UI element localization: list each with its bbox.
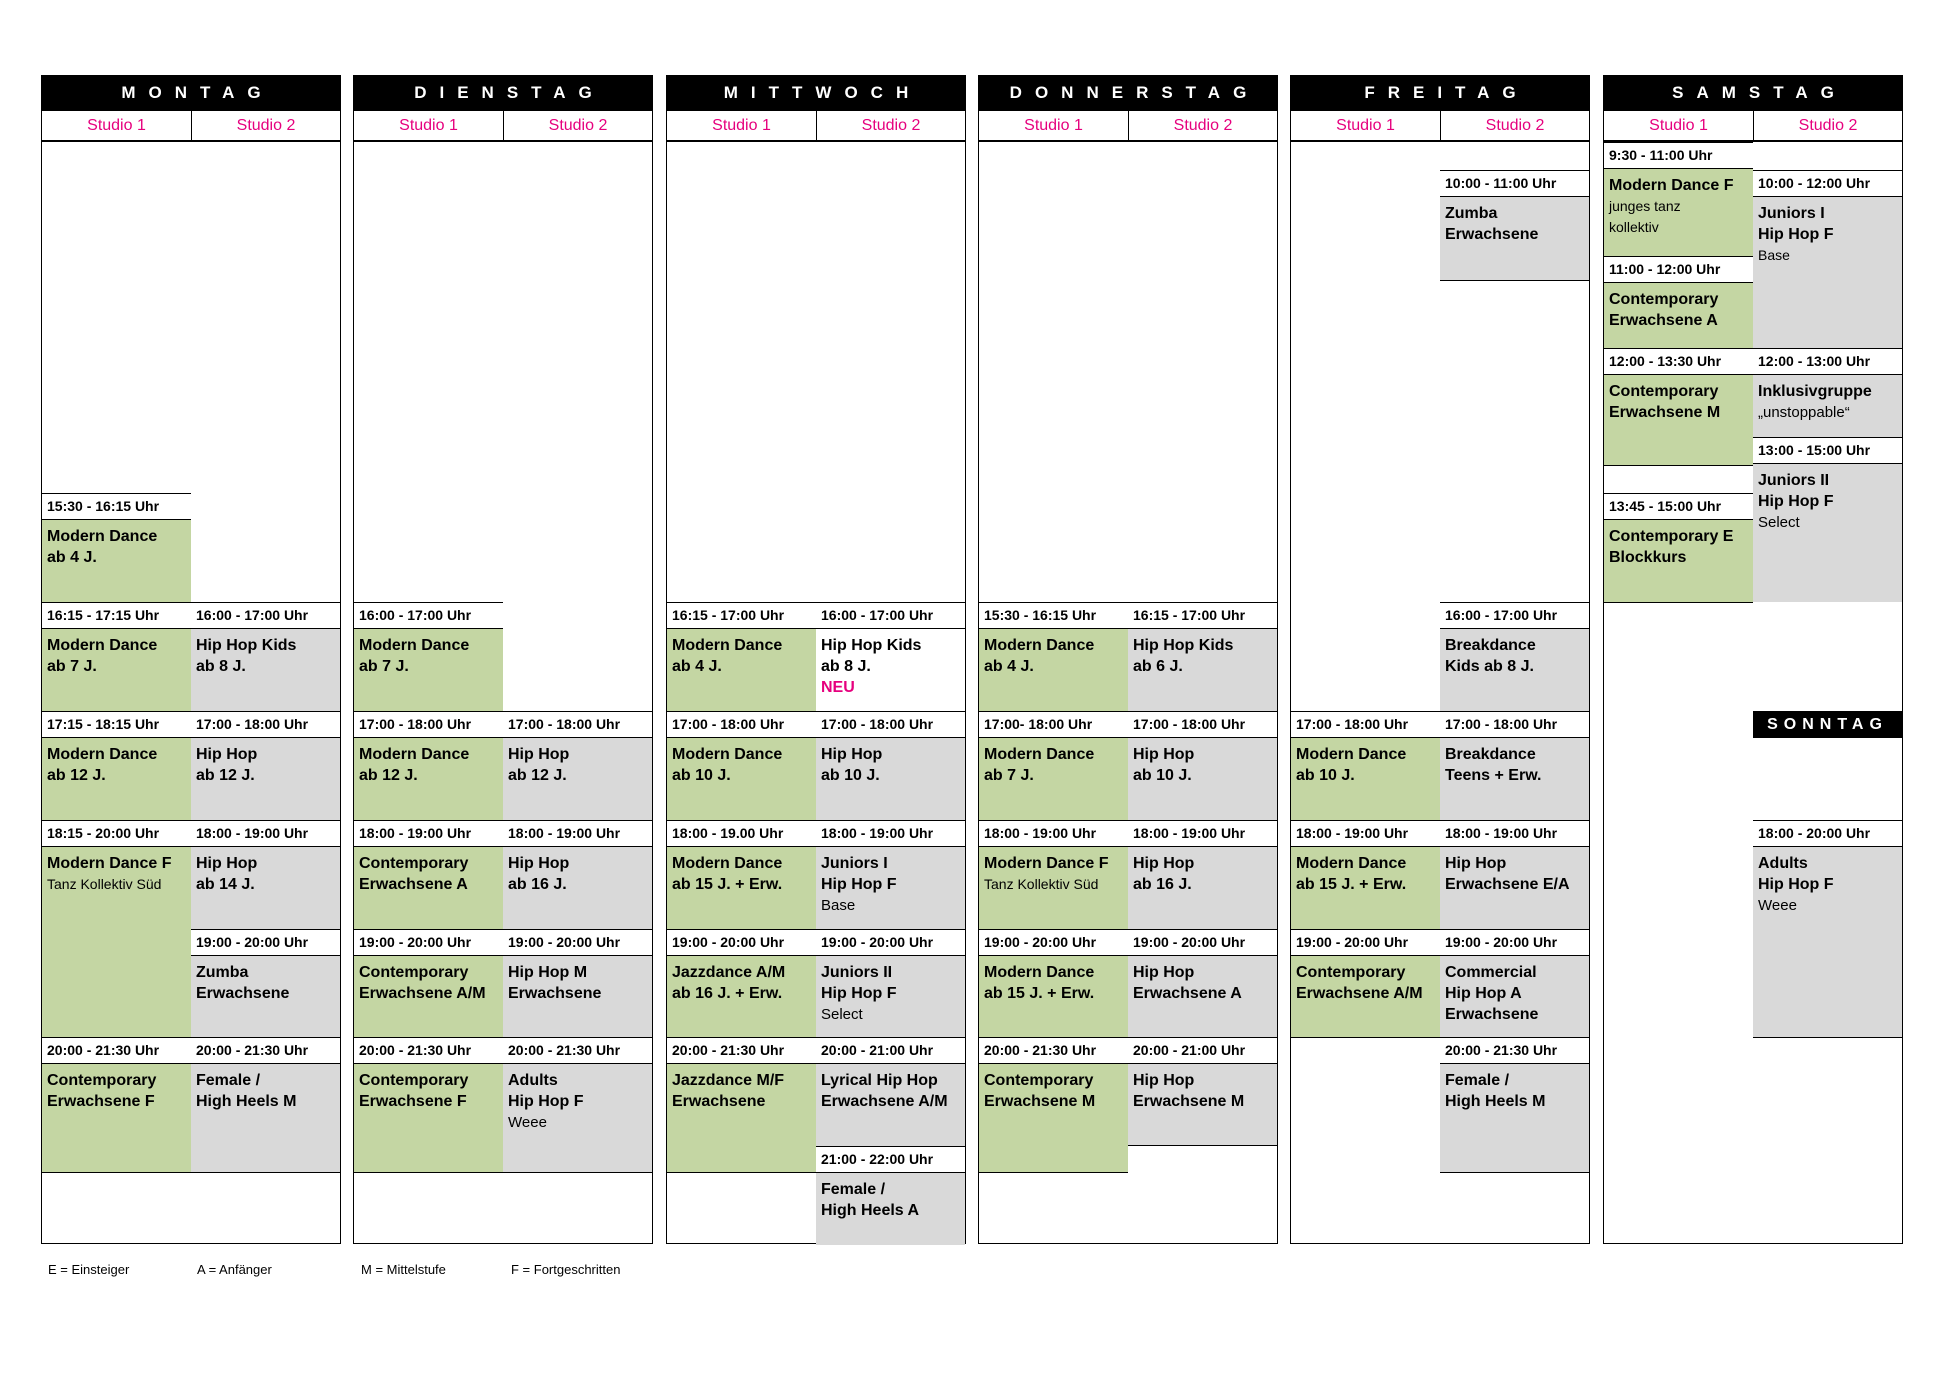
- class-entry[interactable]: [816, 956, 965, 1025]
- class-entry[interactable]: [354, 956, 503, 1004]
- class-title: ab 15 J. + Erw.: [984, 985, 1095, 1002]
- class-title: Erwachsene M: [1609, 404, 1721, 421]
- class-entry[interactable]: [1128, 629, 1277, 677]
- time-slot: 20:00 - 21:00 Uhr: [1128, 1037, 1277, 1064]
- class-title: ab 12 J.: [47, 767, 106, 784]
- class-title: ab 16 J. + Erw.: [672, 985, 783, 1002]
- class-title: Female /: [196, 1072, 261, 1089]
- class-title: Modern Dance: [1296, 746, 1407, 763]
- class-title: Hip Hop: [196, 855, 258, 872]
- class-subtitle: Tanz Kollektiv Süd: [47, 876, 162, 892]
- time-slot: 20:00 - 21:00 Uhr: [816, 1037, 965, 1064]
- day-thu: [978, 75, 1278, 1244]
- time-slot: 17:00 - 18:00 Uhr: [1128, 711, 1277, 738]
- time-slot: 19:00 - 20:00 Uhr: [979, 929, 1128, 956]
- studio-header: Studio 2: [503, 111, 653, 141]
- class-entry[interactable]: [503, 847, 652, 895]
- day-header: SAMSTAG: [1603, 75, 1903, 111]
- class-entry[interactable]: [1128, 738, 1277, 786]
- class-entry[interactable]: [191, 738, 340, 786]
- class-title: ab 8 J.: [196, 658, 246, 675]
- time-slot: 20:00 - 21:30 Uhr: [503, 1037, 652, 1064]
- class-title: Juniors I: [821, 855, 888, 872]
- time-slot: 17:00 - 18:00 Uhr: [354, 711, 503, 738]
- time-slot: 20:00 - 21:30 Uhr: [354, 1037, 503, 1064]
- class-entry[interactable]: [1440, 629, 1589, 677]
- class-title: Breakdance: [1445, 746, 1536, 763]
- day-tue: [353, 75, 653, 1244]
- class-entry[interactable]: [979, 956, 1128, 1004]
- class-title: Modern Dance: [672, 855, 783, 872]
- time-slot: 19:00 - 20:00 Uhr: [1128, 929, 1277, 956]
- day-header: FREITAG: [1290, 75, 1590, 111]
- class-title: Erwachsene: [508, 985, 602, 1002]
- studio-column: [191, 141, 341, 1244]
- class-title: Modern Dance F: [1609, 177, 1734, 194]
- class-title: Modern Dance: [672, 746, 783, 763]
- class-subtitle: Weee: [1758, 897, 1797, 914]
- class-title: Hip Hop Kids: [196, 637, 297, 654]
- class-entry[interactable]: [1753, 197, 1902, 266]
- class-title: Contemporary: [359, 964, 469, 981]
- time-slot: 11:00 - 12:00 Uhr: [1604, 256, 1753, 283]
- class-title: Hip Hop F: [1758, 876, 1834, 893]
- class-title: Erwachsene A/M: [1296, 985, 1423, 1002]
- class-subtitle: Select: [1758, 514, 1800, 531]
- class-entry[interactable]: [503, 1064, 652, 1133]
- time-slot: 18:15 - 20:00 Uhr: [42, 820, 191, 847]
- class-title: Hip Hop F: [1758, 493, 1834, 510]
- class-title: ab 14 J.: [196, 876, 255, 893]
- class-title: Contemporary E: [1609, 528, 1734, 545]
- class-entry[interactable]: [1128, 1064, 1277, 1112]
- class-title: Erwachsene A: [1133, 985, 1242, 1002]
- class-title: Modern Dance: [359, 637, 470, 654]
- class-title: Erwachsene A: [1609, 312, 1718, 329]
- class-title: Juniors II: [1758, 472, 1830, 489]
- class-title: ab 10 J.: [1133, 767, 1192, 784]
- studio-header: Studio 2: [191, 111, 341, 141]
- class-title: Hip Hop: [508, 746, 570, 763]
- class-title: Contemporary: [359, 855, 469, 872]
- class-title: Contemporary: [47, 1072, 157, 1089]
- class-title: High Heels A: [821, 1202, 920, 1219]
- class-title: ab 12 J.: [196, 767, 255, 784]
- studio-header: Studio 2: [1753, 111, 1903, 141]
- time-slot: 18:00 - 19:00 Uhr: [1128, 820, 1277, 847]
- class-entry[interactable]: [816, 847, 965, 916]
- class-subtitle: „unstoppable“: [1758, 404, 1850, 421]
- time-slot: 17:00 - 18:00 Uhr: [667, 711, 816, 738]
- class-subtitle: Select: [821, 1006, 863, 1023]
- studio-column: [666, 141, 817, 1244]
- time-slot: 16:00 - 17:00 Uhr: [816, 602, 965, 629]
- time-slot: 13:00 - 15:00 Uhr: [1753, 437, 1902, 464]
- class-title: Hip Hop: [821, 746, 883, 763]
- studio-column: [353, 141, 504, 1244]
- time-slot: 18:00 - 19:00 Uhr: [503, 820, 652, 847]
- class-entry[interactable]: [42, 847, 191, 895]
- class-title: ab 16 J.: [1133, 876, 1192, 893]
- class-subtitle: Base: [821, 897, 856, 914]
- class-title: Kids ab 8 J.: [1445, 658, 1534, 675]
- class-title: ab 10 J.: [1296, 767, 1355, 784]
- class-entry[interactable]: [816, 629, 965, 698]
- studio-header: Studio 2: [1128, 111, 1278, 141]
- time-slot: 17:00- 18:00 Uhr: [979, 711, 1128, 738]
- class-title: High Heels M: [196, 1093, 297, 1110]
- studio-header: Studio 2: [1440, 111, 1590, 141]
- class-title: Modern Dance: [984, 746, 1095, 763]
- studio-column: [816, 141, 966, 1244]
- divider: [1753, 1037, 1902, 1038]
- class-title: Modern Dance: [984, 964, 1095, 981]
- time-slot: 16:00 - 17:00 Uhr: [1440, 602, 1589, 629]
- day-header: MONTAG: [41, 75, 341, 111]
- time-slot: 16:15 - 17:00 Uhr: [667, 602, 816, 629]
- divider: [42, 1172, 191, 1173]
- class-entry[interactable]: [1440, 1064, 1589, 1112]
- class-title: ab 7 J.: [47, 658, 97, 675]
- class-title: ab 4 J.: [47, 549, 97, 566]
- class-title: Lyrical Hip Hop: [821, 1072, 938, 1089]
- divider: [1604, 465, 1753, 466]
- studio-header: Studio 1: [666, 111, 817, 141]
- class-entry[interactable]: [1604, 520, 1753, 568]
- class-title: ab 15 J. + Erw.: [672, 876, 783, 893]
- time-slot: 17:00 - 18:00 Uhr: [1291, 711, 1440, 738]
- class-title: ab 6 J.: [1133, 658, 1183, 675]
- class-title: Erwachsene F: [359, 1093, 467, 1110]
- time-slot: 15:30 - 16:15 Uhr: [42, 493, 191, 520]
- class-title: ab 4 J.: [672, 658, 722, 675]
- class-entry[interactable]: [191, 1064, 340, 1112]
- day-header: MITTWOCH: [666, 75, 966, 111]
- class-title: Modern Dance: [1296, 855, 1407, 872]
- class-entry[interactable]: [42, 738, 191, 786]
- studio-column: [1603, 141, 1754, 1244]
- time-slot: 13:45 - 15:00 Uhr: [1604, 493, 1753, 520]
- class-title: Erwachsene: [672, 1093, 766, 1110]
- class-title: Hip Hop A: [1445, 985, 1522, 1002]
- class-entry[interactable]: [1440, 197, 1589, 245]
- time-slot: 10:00 - 12:00 Uhr: [1753, 170, 1902, 197]
- class-title: Female /: [821, 1181, 886, 1198]
- time-slot: 19:00 - 20:00 Uhr: [354, 929, 503, 956]
- divider: [1291, 1037, 1440, 1038]
- time-slot: 9:30 - 11:00 Uhr: [1604, 142, 1753, 169]
- day-wed: [666, 75, 966, 1244]
- time-slot: 18:00 - 19:00 Uhr: [1440, 820, 1589, 847]
- class-entry[interactable]: [42, 1064, 191, 1112]
- class-entry[interactable]: [1753, 375, 1902, 423]
- class-title: Juniors II: [821, 964, 893, 981]
- class-entry[interactable]: [1291, 847, 1440, 895]
- class-title: Commercial: [1445, 964, 1537, 981]
- class-title: Erwachsene A: [359, 876, 468, 893]
- class-title: Hip Hop Kids: [821, 637, 922, 654]
- class-entry[interactable]: [503, 738, 652, 786]
- day-sat: [1603, 75, 1903, 1244]
- time-slot: 17:00 - 18:00 Uhr: [816, 711, 965, 738]
- class-title: Contemporary: [359, 1072, 469, 1089]
- studio-header: Studio 1: [978, 111, 1129, 141]
- class-subtitle: kollektiv: [1609, 219, 1659, 235]
- time-slot: 19:00 - 20:00 Uhr: [667, 929, 816, 956]
- class-entry[interactable]: [1291, 738, 1440, 786]
- class-title: Contemporary: [1609, 383, 1719, 400]
- time-slot: 20:00 - 21:30 Uhr: [42, 1037, 191, 1064]
- class-title: Hip Hop: [1133, 746, 1195, 763]
- class-title: ab 7 J.: [359, 658, 409, 675]
- class-entry[interactable]: [354, 1064, 503, 1112]
- class-entry[interactable]: [1440, 956, 1589, 1025]
- class-title: Adults: [508, 1072, 558, 1089]
- class-entry[interactable]: [191, 847, 340, 895]
- divider: [354, 1172, 503, 1173]
- class-entry[interactable]: [42, 520, 191, 568]
- class-title: Erwachsene F: [47, 1093, 155, 1110]
- time-slot: 19:00 - 20:00 Uhr: [816, 929, 965, 956]
- class-title: Hip Hop M: [508, 964, 588, 981]
- class-title: Erwachsene M: [984, 1093, 1096, 1110]
- time-slot: 12:00 - 13:30 Uhr: [1604, 348, 1753, 375]
- time-slot: 20:00 - 21:30 Uhr: [1440, 1037, 1589, 1064]
- time-slot: 17:00 - 18:00 Uhr: [191, 711, 340, 738]
- time-slot: 18:00 - 19:00 Uhr: [191, 820, 340, 847]
- studio-column: [978, 141, 1129, 1244]
- day-mon: [41, 75, 341, 1244]
- class-entry[interactable]: [667, 847, 816, 895]
- time-slot: 19:00 - 20:00 Uhr: [503, 929, 652, 956]
- class-entry[interactable]: [667, 956, 816, 1004]
- class-title: Hip Hop: [1133, 1072, 1195, 1089]
- class-title: Contemporary: [984, 1072, 1094, 1089]
- time-slot: 18:00 - 19:00 Uhr: [1291, 820, 1440, 847]
- class-title: Jazzdance M/F: [672, 1072, 785, 1089]
- time-slot: 17:00 - 18:00 Uhr: [1440, 711, 1589, 738]
- class-entry[interactable]: [1753, 847, 1902, 916]
- time-slot: 19:00 - 20:00 Uhr: [1291, 929, 1440, 956]
- legend-item: M = Mittelstufe: [361, 1262, 446, 1277]
- studio-column: [503, 141, 653, 1244]
- class-title: Modern Dance: [984, 637, 1095, 654]
- class-title: Hip Hop: [1133, 855, 1195, 872]
- time-slot: 18:00 - 19:00 Uhr: [354, 820, 503, 847]
- divider: [1440, 1172, 1589, 1173]
- class-title: Modern Dance F: [984, 855, 1109, 872]
- class-entry[interactable]: [667, 629, 816, 677]
- time-slot: 10:00 - 11:00 Uhr: [1440, 170, 1589, 197]
- class-title: Erwachsene A/M: [821, 1093, 948, 1110]
- class-title: ab 10 J.: [672, 767, 731, 784]
- studio-header: Studio 1: [353, 111, 504, 141]
- class-entry[interactable]: [1753, 464, 1902, 533]
- time-slot: 16:00 - 17:00 Uhr: [354, 602, 503, 629]
- studio-column: [1753, 141, 1903, 1244]
- class-title: Modern Dance: [47, 528, 158, 545]
- divider: [1128, 1145, 1277, 1146]
- legend-item: E = Einsteiger: [48, 1262, 130, 1277]
- class-title: Jazzdance A/M: [672, 964, 786, 981]
- time-slot: 18:00 - 20:00 Uhr: [1753, 820, 1902, 847]
- studio-column: [41, 141, 192, 1244]
- class-title: Breakdance: [1445, 637, 1536, 654]
- day-header: DIENSTAG: [353, 75, 653, 111]
- class-title: ab 15 J. + Erw.: [1296, 876, 1407, 893]
- class-title: Hip Hop F: [508, 1093, 584, 1110]
- class-title: Modern Dance: [47, 637, 158, 654]
- divider: [979, 1172, 1128, 1173]
- class-title: Hip Hop Kids: [1133, 637, 1234, 654]
- class-title: Erwachsene A/M: [359, 985, 486, 1002]
- class-title: Erwachsene: [1445, 1006, 1539, 1023]
- time-slot: 19:00 - 20:00 Uhr: [1440, 929, 1589, 956]
- legend-item: A = Anfänger: [197, 1262, 272, 1277]
- time-slot: 19:00 - 20:00 Uhr: [191, 929, 340, 956]
- class-title: Contemporary: [1296, 964, 1406, 981]
- class-entry[interactable]: [979, 1064, 1128, 1112]
- divider: [503, 1172, 652, 1173]
- class-title: Hip Hop: [196, 746, 258, 763]
- class-entry[interactable]: [503, 956, 652, 1004]
- studio-column: [1290, 141, 1441, 1244]
- class-title: Modern Dance: [47, 746, 158, 763]
- class-title: Hip Hop: [1133, 964, 1195, 981]
- class-entry[interactable]: [979, 629, 1128, 677]
- time-slot: 17:15 - 18:15 Uhr: [42, 711, 191, 738]
- divider: [1604, 602, 1753, 603]
- class-entry[interactable]: [667, 738, 816, 786]
- class-entry[interactable]: [979, 738, 1128, 786]
- studio-header: Studio 1: [1290, 111, 1441, 141]
- class-subtitle: junges tanz: [1609, 198, 1681, 214]
- class-title: ab 7 J.: [984, 767, 1034, 784]
- class-title: Hip Hop F: [821, 876, 897, 893]
- class-entry[interactable]: [191, 956, 340, 1004]
- class-entry[interactable]: [1604, 283, 1753, 331]
- class-title: ab 12 J.: [359, 767, 418, 784]
- time-slot: 16:15 - 17:00 Uhr: [1128, 602, 1277, 629]
- class-title: High Heels M: [1445, 1093, 1546, 1110]
- class-title: Modern Dance F: [47, 855, 172, 872]
- class-entry[interactable]: [1291, 956, 1440, 1004]
- day-header: DONNERSTAG: [978, 75, 1278, 111]
- class-title: Adults: [1758, 855, 1808, 872]
- time-slot: 18:00 - 19:00 Uhr: [816, 820, 965, 847]
- class-entry[interactable]: [1440, 738, 1589, 786]
- class-title: Erwachsene: [1445, 226, 1539, 243]
- class-subtitle: Weee: [508, 1114, 547, 1131]
- class-entry[interactable]: [354, 738, 503, 786]
- class-title: ab 10 J.: [821, 767, 880, 784]
- class-entry[interactable]: [667, 1064, 816, 1112]
- time-slot: 16:00 - 17:00 Uhr: [191, 602, 340, 629]
- day-fri: [1290, 75, 1590, 1244]
- new-badge: NEU: [821, 679, 855, 696]
- class-title: ab 8 J.: [821, 658, 871, 675]
- class-entry[interactable]: [1604, 375, 1753, 423]
- legend-item: F = Fortgeschritten: [511, 1262, 621, 1277]
- divider: [191, 1172, 340, 1173]
- class-title: Zumba: [196, 964, 249, 981]
- class-title: Modern Dance: [672, 637, 783, 654]
- class-title: Hip Hop: [508, 855, 570, 872]
- class-entry[interactable]: [1128, 847, 1277, 895]
- studio-header: Studio 1: [1603, 111, 1754, 141]
- time-slot: 17:00 - 18:00 Uhr: [503, 711, 652, 738]
- class-title: Inklusivgruppe: [1758, 383, 1872, 400]
- class-entry[interactable]: [1440, 847, 1589, 895]
- class-subtitle: Tanz Kollektiv Süd: [984, 876, 1099, 892]
- class-title: Contemporary: [1609, 291, 1719, 308]
- class-title: ab 4 J.: [984, 658, 1034, 675]
- class-title: Teens + Erw.: [1445, 767, 1542, 784]
- studio-header: Studio 2: [816, 111, 966, 141]
- time-slot: 21:00 - 22:00 Uhr: [816, 1146, 965, 1173]
- divider: [1440, 280, 1589, 281]
- class-entry[interactable]: [979, 847, 1128, 895]
- class-title: Hip Hop: [1445, 855, 1507, 872]
- class-title: Hip Hop F: [1758, 226, 1834, 243]
- class-title: Modern Dance: [359, 746, 470, 763]
- divider: [667, 1172, 816, 1173]
- class-title: ab 12 J.: [508, 767, 567, 784]
- class-entry[interactable]: [816, 1064, 965, 1112]
- class-entry[interactable]: [354, 847, 503, 895]
- class-entry[interactable]: [816, 738, 965, 786]
- studio-header: Studio 1: [41, 111, 192, 141]
- class-title: Erwachsene E/A: [1445, 876, 1570, 893]
- time-slot: 18:00 - 19.00 Uhr: [667, 820, 816, 847]
- class-entry[interactable]: [191, 629, 340, 677]
- studio-column: [1128, 141, 1278, 1244]
- time-slot: 18:00 - 19:00 Uhr: [979, 820, 1128, 847]
- class-title: ab 16 J.: [508, 876, 567, 893]
- class-title: Erwachsene: [196, 985, 290, 1002]
- time-slot: 20:00 - 21:30 Uhr: [667, 1037, 816, 1064]
- class-subtitle: Base: [1758, 247, 1790, 263]
- time-slot: 20:00 - 21:30 Uhr: [191, 1037, 340, 1064]
- time-slot: 15:30 - 16:15 Uhr: [979, 602, 1128, 629]
- studio-column: [1440, 141, 1590, 1244]
- time-slot: 16:15 - 17:15 Uhr: [42, 602, 191, 629]
- class-title: Erwachsene M: [1133, 1093, 1245, 1110]
- time-slot: 20:00 - 21:30 Uhr: [979, 1037, 1128, 1064]
- class-entry[interactable]: [354, 629, 503, 677]
- time-slot: 12:00 - 13:00 Uhr: [1753, 348, 1902, 375]
- class-entry[interactable]: [1604, 169, 1753, 238]
- class-title: Female /: [1445, 1072, 1510, 1089]
- class-entry[interactable]: [816, 1173, 965, 1221]
- day-header: SONNTAG: [1753, 711, 1902, 738]
- class-title: Juniors I: [1758, 205, 1825, 222]
- class-title: Blockkurs: [1609, 549, 1687, 566]
- class-title: Zumba: [1445, 205, 1498, 222]
- class-entry[interactable]: [42, 629, 191, 677]
- class-title: Hip Hop F: [821, 985, 897, 1002]
- class-entry[interactable]: [1128, 956, 1277, 1004]
